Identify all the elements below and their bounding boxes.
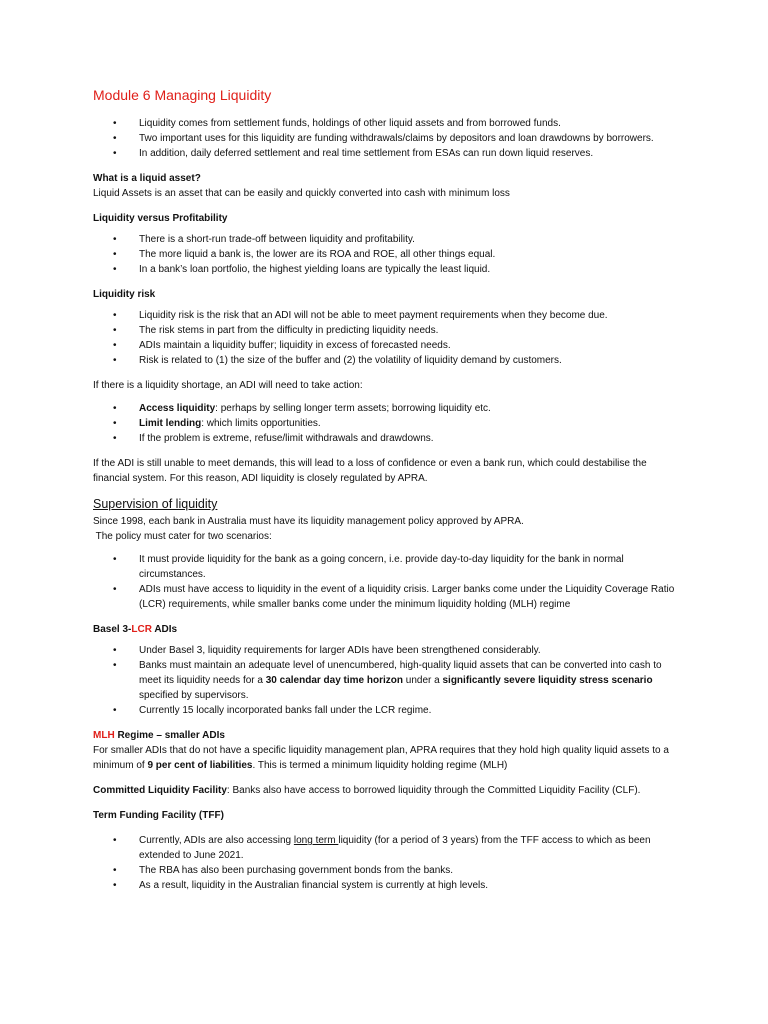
clf-term: Committed Liquidity Facility [93, 785, 227, 796]
liquid-asset-definition: Liquid Assets is an asset that can be easily and quickly converted into cash with minimum loss [93, 188, 510, 199]
list-item: • There is a short-run trade-off between liquidity and profitability. [93, 232, 678, 247]
mlh-heading-suffix: Regime – smaller ADIs [114, 730, 225, 741]
liquidity-risk-heading: Liquidity risk [93, 289, 156, 300]
basel-text: specified by supervisors. [139, 690, 249, 701]
list-item: • Liquidity risk is the risk that an ADI will not be able to meet payment requirements when they become due. [93, 308, 678, 323]
tff-heading: Term Funding Facility (TFF) [93, 810, 224, 821]
supervision-heading: Supervision of liquidity [93, 497, 218, 511]
list-item [93, 416, 678, 431]
shortage-paragraph: If there is a liquidity shortage, an ADI will need to take action: [93, 380, 363, 391]
basel-heading-prefix: Basel 3- [93, 624, 132, 635]
limit-lending-term: Limit lending [139, 418, 202, 429]
list-item: • The more liquid a bank is, the lower are its ROA and ROE, all other things equal. [93, 247, 678, 262]
basel-bold-term: significantly severe liquidity stress scenario [442, 675, 653, 686]
tff-text: liquidity (for a period of 3 years) from the TFF access to which as been extended to June 2021. [139, 835, 651, 861]
list-item: • As a result, liquidity in the Australian financial system is currently at high levels. [93, 878, 678, 893]
page-title: Module 6 Managing Liquidity [93, 87, 272, 103]
bank-run-paragraph: If the ADI is still unable to meet demands, this will lead to a loss of confidence or even a bank run, which could destabilise the financial system. For this reason, ADI liquidity is closely regulated by APRA. [93, 458, 647, 484]
tff-text: Currently, ADIs are also accessing [139, 835, 294, 846]
list-item: • Risk is related to (1) the size of the buffer and (2) the volatility of liquidity demand by customers. [93, 353, 678, 368]
basel-bullet-list [93, 643, 678, 718]
access-liquidity-text: : perhaps by selling longer term assets; borrowing liquidity etc. [215, 403, 491, 414]
profitability-heading: Liquidity versus Profitability [93, 213, 228, 224]
list-item: • It must provide liquidity for the bank as a going concern, i.e. provide day-to-day liquidity for the bank in normal circumstances. [93, 552, 678, 582]
list-item: • Under Basel 3, liquidity requirements for larger ADIs have been strengthened considerably. [93, 643, 678, 658]
lcr-label: LCR [131, 624, 152, 635]
long-term-underlined: long term [293, 835, 339, 846]
list-item: • Currently 15 locally incorporated banks fall under the LCR regime. [93, 703, 678, 718]
supervision-line-2: The policy must cater for two scenarios: [93, 531, 272, 542]
clf-paragraph [93, 783, 678, 798]
basel-bold-term: 30 calendar day time horizon [265, 675, 403, 686]
tff-bullet-list [93, 833, 678, 893]
shortage-actions-list [93, 401, 678, 446]
mlh-text: . This is termed a minimum liquidity holding regime (MLH) [252, 760, 508, 771]
supervision-line-1: Since 1998, each bank in Australia must have its liquidity management policy approved by APRA. [93, 516, 524, 527]
access-liquidity-term: Access liquidity [139, 403, 216, 414]
basel-heading-suffix: ADIs [151, 624, 178, 635]
basel-text: Banks must maintain an adequate level of unencumbered, high-quality liquid assets that can be converted into cash to meet its liquidity needs for a [139, 660, 662, 686]
mlh-label: MLH [93, 730, 115, 741]
mlh-text: For smaller ADIs that do not have a specific liquidity management plan, APRA requires that they hold high quality liquid assets to a minimum of [93, 745, 669, 771]
intro-bullet-list [93, 116, 678, 161]
liquid-asset-heading: What is a liquid asset? [93, 173, 201, 184]
list-item: • ADIs must have access to liquidity in the event of a liquidity crisis. Larger banks come under the Liquidity Coverage Ratio (LCR) requirements, while smaller banks come under the minimum liquidity holding (MLH) regime [93, 582, 678, 612]
list-item: • Two important uses for this liquidity are funding withdrawals/claims by depositors and loan drawdowns by borrowers. [93, 131, 678, 146]
basel-text: under a [403, 675, 443, 686]
list-item: • Liquidity comes from settlement funds, holdings of other liquid assets and from borrowed funds. [93, 116, 678, 131]
list-item: • If the problem is extreme, refuse/limit withdrawals and drawdowns. [93, 431, 678, 446]
list-item: • In a bank’s loan portfolio, the highest yielding loans are typically the least liquid. [93, 262, 678, 277]
limit-lending-text: : which limits opportunities. [201, 418, 321, 429]
list-item [93, 401, 678, 416]
mlh-heading [93, 728, 678, 743]
clf-text: : Banks also have access to borrowed liquidity through the Committed Liquidity Facility (CLF). [226, 785, 641, 796]
liquidity-risk-bullet-list [93, 308, 678, 368]
supervision-bullet-list [93, 552, 678, 612]
list-item: • The RBA has also been purchasing government bonds from the banks. [93, 863, 678, 878]
list-item: • ADIs maintain a liquidity buffer; liquidity in excess of forecasted needs. [93, 338, 678, 353]
mlh-paragraph [93, 743, 678, 773]
list-item: • The risk stems in part from the difficulty in predicting liquidity needs. [93, 323, 678, 338]
list-item [93, 833, 678, 863]
basel-lcr-heading [93, 622, 678, 637]
list-item [93, 658, 678, 703]
list-item: • In addition, daily deferred settlement and real time settlement from ESAs can run down liquid reserves. [93, 146, 678, 161]
mlh-bold-term: 9 per cent of liabilities [147, 760, 253, 771]
profitability-bullet-list [93, 232, 678, 277]
